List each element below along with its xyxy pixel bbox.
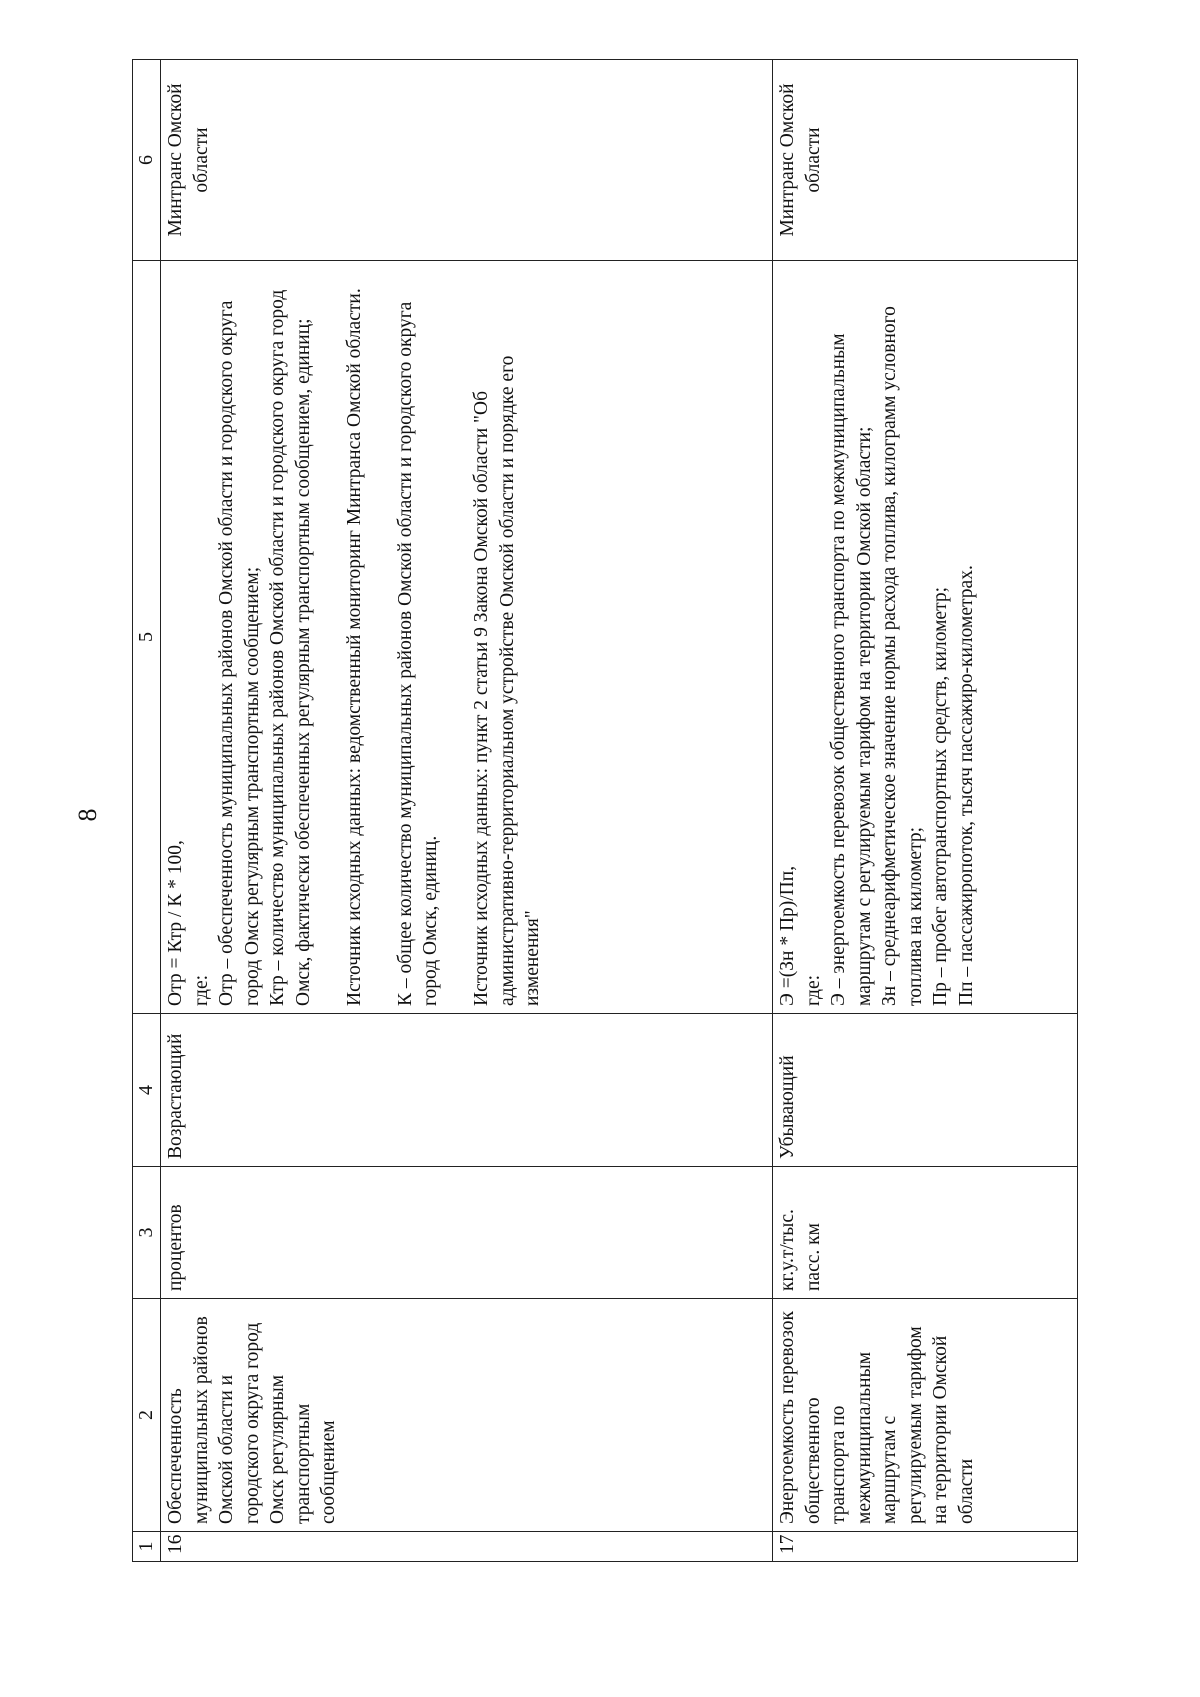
formula-line: Пп – пассажиропоток, тысяч пассажиро-километрах.	[955, 565, 977, 1006]
formula-cell	[773, 261, 1078, 1014]
header-cell-6: 6	[133, 60, 161, 261]
header-cell-3: 3	[133, 1167, 161, 1299]
responsible-cell: Минтранс Омской области	[773, 60, 1078, 261]
formula-line: где:	[802, 974, 824, 1006]
variable-definition: К – общее количество муниципальных районов Омской области и городского округа город Омск, единиц.	[394, 301, 441, 1006]
header-cell-1: 1	[133, 1532, 161, 1562]
data-source-text: Источник исходных данных: пункт 2 статьи 9 Закона Омской области "Об административно-территориальном устройстве Омской области и порядке его изменения"	[471, 355, 543, 1006]
header-row	[133, 60, 161, 1562]
unit-cell: процентов	[161, 1167, 773, 1299]
header-cell-4: 4	[133, 1014, 161, 1167]
indicator-name: Обеспеченность муниципальных районов Омской области и городского округа город Омск регулярным транспортным сообщением	[161, 1299, 773, 1532]
formula-line: где:	[190, 974, 212, 1006]
formula-line: Ктр – количество муниципальных районов Омской области и городского округа город Омск, фактически обеспеченных регулярным транспортным сообщением, единиц;	[267, 289, 314, 1006]
table-row	[161, 60, 773, 1562]
page-number: 8	[73, 808, 102, 822]
formula-line: Отр = Ктр / К * 100,	[165, 840, 186, 1006]
formula-cell	[161, 261, 773, 1014]
unit-cell: кг.у.т/тыс. пасс. км	[773, 1167, 1078, 1299]
row-number: 17	[773, 1532, 1078, 1562]
indicator-name: Энергоемкость перевозок общественного транспорта по межмуниципальным маршрутам с регулируемым тарифом на территории Омской области	[773, 1299, 1078, 1532]
header-cell-5: 5	[133, 261, 161, 1014]
rotated-table-container	[132, 60, 1100, 1562]
indicators-table	[132, 59, 1078, 1562]
row-number: 16	[161, 1532, 773, 1562]
trend-cell: Убывающий	[773, 1014, 1078, 1167]
formula-line: Э – энергоемкость перевозок общественного транспорта по межмуниципальным маршрутам с регулируемым тарифом на территории Омской области;	[828, 333, 875, 1006]
formula-line: Э =(Зн * Пр)/Пп,	[777, 865, 798, 1006]
table-row	[773, 60, 1078, 1562]
formula-line: Отр – обеспеченность муниципальных районов Омской области и городского округа город Омск регулярным транспортным сообщением;	[216, 300, 263, 1006]
responsible-cell: Минтранс Омской области	[161, 60, 773, 261]
header-cell-2: 2	[133, 1299, 161, 1532]
formula-line: Зн – среднеарифметическое значение нормы расхода топлива, килограмм условного топлива на километр;	[879, 306, 926, 1006]
trend-cell: Возрастающий	[161, 1014, 773, 1167]
data-source-text: Источник исходных данных: ведомственный мониторинг Минтранса Омской области.	[343, 288, 365, 1006]
formula-line: Пр – пробег автотранспортных средств, километр;	[930, 586, 951, 1006]
